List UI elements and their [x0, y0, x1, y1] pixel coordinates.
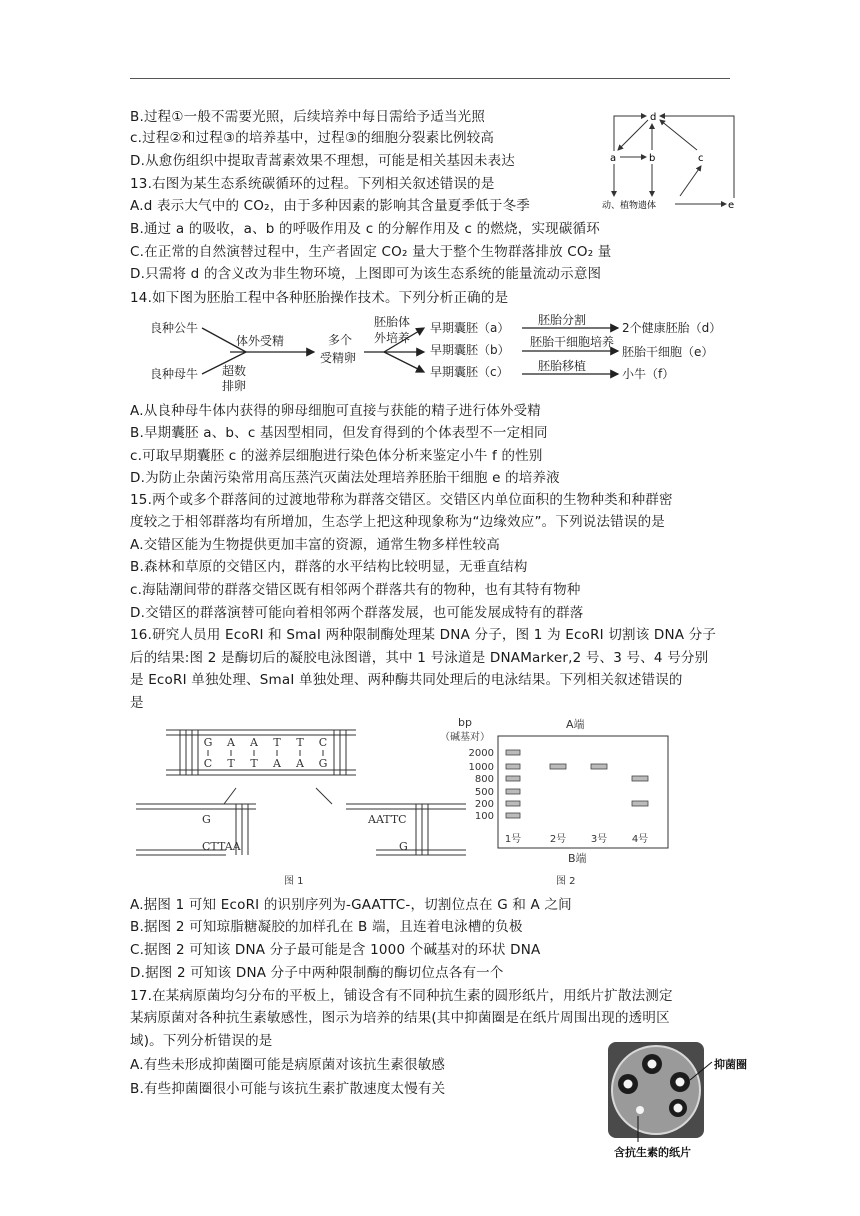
result-e: 胚胎干细胞（e）	[622, 345, 714, 359]
top-base-3: A	[250, 736, 258, 749]
result-d: 2个健康胚胎（d）	[622, 321, 722, 335]
text-line: B.有些抑菌圈很小可能与该抗生素扩散速度太慢有关	[130, 1081, 446, 1097]
marker-band	[506, 750, 520, 755]
text-line: c.海陆潮间带的群落交错区既有相邻两个群落共有的物种，也有其特有物种	[130, 582, 581, 598]
bottom-base-2: T	[227, 757, 235, 770]
embryo-engineering-figure	[138, 312, 738, 396]
bottom-base-6: G	[318, 757, 328, 770]
text-line: B.通过 a 的吸收，a、b 的呼吸作用及 c 的分解作用及 c 的燃烧，实现碳循环	[130, 221, 600, 237]
node-d: d	[650, 112, 657, 123]
header-rule	[130, 78, 730, 79]
disk	[624, 1080, 633, 1089]
right-fragment-bottom: G	[399, 840, 408, 853]
text-line: D.据图 2 可知该 DNA 分子中两种限制酶的酶切位点各有一个	[130, 965, 504, 981]
text-line: D.为防止杂菌污染常用高压蒸汽灭菌法处理培养胚胎干细胞 e 的培养液	[130, 470, 560, 486]
figure-2-gel	[438, 714, 678, 888]
text-line: c.可取早期囊胚 c 的滋养层细胞进行染色体分析来鉴定小牛 f 的性别	[130, 448, 543, 464]
unit-sub-label: （碱基对）	[440, 732, 490, 743]
marker-band	[506, 764, 520, 769]
bottom-base-1: C	[203, 757, 213, 770]
lane-label: 1号	[504, 834, 522, 845]
top-base-1: G	[203, 736, 213, 749]
culture-label-2: 外培养	[374, 331, 411, 345]
marker-size-label: 100	[474, 811, 494, 822]
node-e: e	[728, 200, 735, 211]
gel-band	[591, 764, 607, 769]
text-line: A.d 表示大气中的 CO₂，由于多种因素的影响其含量夏季低于冬季	[130, 198, 531, 214]
top-base-4: T	[273, 736, 281, 749]
paper-disk-label: 含抗生素的纸片	[614, 1146, 691, 1159]
text-line: 14.如下图为胚胎工程中各种胚胎操作技术。下列分析正确的是	[130, 290, 509, 306]
b-end-label: B端	[568, 852, 587, 865]
left-fragment-top: G	[202, 813, 211, 826]
marker-band	[506, 801, 520, 806]
ivf-label: 体外受精	[236, 334, 285, 348]
marker-size-label: 500	[474, 787, 494, 798]
right-fragment-top: AATTC	[368, 813, 407, 826]
figure-1-ecori	[136, 724, 466, 888]
result-f: 小牛（f）	[622, 367, 675, 381]
text-line: 13.右图为某生态系统碳循环的过程。下列相关叙述错误的是	[130, 176, 495, 192]
text-line: B.据图 2 可知琼脂糖凝胶的加样孔在 B 端，且连着电泳槽的负极	[130, 919, 523, 935]
disk-no-halo	[636, 1106, 644, 1114]
marker-band	[506, 789, 520, 794]
node-a: a	[610, 153, 617, 164]
marker-band	[506, 813, 520, 818]
good-bull-label: 良种公牛	[150, 321, 199, 335]
bottom-base-4: A	[273, 757, 281, 770]
text-line: A.据图 1 可知 EcoRI 的识别序列为-GAATTC-，切割位点在 G 和 A 之间	[130, 897, 572, 913]
figure-1-caption: 图 1	[284, 876, 304, 887]
text-line: D.只需将 d 的含义改为非生物环境，上图即可为该生态系统的能量流动示意图	[130, 266, 602, 282]
antibiotic-plate-figure	[604, 1038, 764, 1168]
text-line: B.过程①一般不需要光照，后续培养中每日需给予适当光照	[130, 109, 486, 125]
text-line: 16.研究人员用 EcoRⅠ 和 SmaⅠ 两种限制酶处理某 DNA 分子，图 1 为 EcoRⅠ 切割该 DNA 分子	[130, 627, 717, 643]
top-base-6: C	[318, 736, 328, 749]
blastocyst-c: 早期囊胚（c）	[430, 365, 509, 379]
text-line: 后的结果:图 2 是酶切后的凝胶电泳图谱，其中 1 号泳道是 DNAMarker,2 号、3 号、4 号分别	[130, 650, 709, 666]
gel-band	[632, 801, 648, 806]
top-base-2: A	[227, 736, 235, 749]
good-cow-label: 良种母牛	[150, 367, 199, 381]
text-line: 某病原菌对各种抗生素敏感性，图示为培养的结果(其中抑菌圈是在纸片周围出现的透明区	[130, 1010, 670, 1026]
text-line: B.早期囊胚 a、b、c 基因型相同，但发育得到的个体表型不一定相同	[130, 425, 548, 441]
text-line: C.据图 2 可知该 DNA 分子最可能是含 1000 个碱基对的环状 DNA	[130, 942, 541, 958]
lane-label: 2号	[549, 834, 567, 845]
unit-label: bp	[458, 716, 472, 729]
marker-size-label: 2000	[468, 748, 494, 759]
a-end-label: A端	[566, 718, 585, 731]
fertilized-label-2: 受精卵	[320, 351, 357, 365]
marker-band	[506, 776, 520, 781]
gel-frame	[498, 736, 668, 848]
lane-label: 3号	[590, 834, 608, 845]
op-transfer: 胚胎移植	[538, 359, 587, 373]
text-line: 域)。下列分析错误的是	[130, 1033, 273, 1049]
figure-2-caption: 图 2	[556, 876, 576, 887]
text-line: D.从愈伤组织中提取青蒿素效果不理想，可能是相关基因未表达	[130, 153, 515, 169]
bottom-base-3: T	[250, 757, 258, 770]
text-line: 是 EcoRⅠ 单独处理、SmaⅠ 单独处理、两种酶共同处理后的电泳结果。下列相关叙述错误的	[130, 672, 683, 688]
text-line: C.在正常的自然演替过程中，生产者固定 CO₂ 量大于整个生物群落排放 CO₂ 量	[130, 244, 612, 260]
text-line: B.森林和草原的交错区内，群落的水平结构比较明显，无垂直结构	[130, 559, 528, 575]
marker-size-label: 800	[474, 774, 494, 785]
lane-label: 4号	[631, 834, 649, 845]
top-base-5: T	[296, 736, 304, 749]
text-line: 是	[130, 695, 144, 711]
op-split: 胚胎分割	[538, 313, 587, 327]
disk	[648, 1060, 657, 1069]
node-b: b	[649, 153, 656, 164]
text-line: c.过程②和过程③的培养基中，过程③的细胞分裂素比例较高	[130, 130, 495, 146]
disk	[674, 1104, 683, 1113]
gel-band	[550, 764, 566, 769]
marker-size-label: 200	[474, 799, 494, 810]
blastocyst-a: 早期囊胚（a）	[430, 321, 510, 335]
text-line: 17.在某病原菌均匀分布的平板上，铺设含有不同种抗生素的圆形纸片，用纸片扩散法测定	[130, 988, 673, 1004]
text-line: D.交错区的群落演替可能向着相邻两个群落发展，也可能发展成特有的群落	[130, 605, 584, 621]
op-stemcell: 胚胎干细胞培养	[530, 335, 615, 349]
left-fragment-bottom: CTTAA	[202, 840, 241, 853]
halo-label: 抑菌圈	[714, 1058, 747, 1071]
carbon-cycle-figure	[600, 106, 742, 214]
blastocyst-b: 早期囊胚（b）	[430, 343, 510, 357]
superovulation-label-2: 排卵	[222, 379, 247, 393]
fertilized-label-1: 多个	[328, 333, 353, 347]
text-line: A.有些未形成抑菌圈可能是病原菌对该抗生素很敏感	[130, 1057, 446, 1073]
superovulation-label-1: 超数	[222, 364, 247, 378]
text-line: 15.两个或多个群落间的过渡地带称为群落交错区。交错区内单位面积的生物种类和种群密	[130, 492, 673, 508]
node-remains: 动、植物遗体	[602, 201, 657, 211]
node-c: c	[698, 153, 704, 164]
gel-band	[632, 776, 648, 781]
text-line: A.交错区能为生物提供更加丰富的资源，通常生物多样性较高	[130, 537, 500, 553]
text-line: 度较之于相邻群落均有所增加，生态学上把这种现象称为“边缘效应”。下列说法错误的是	[130, 514, 665, 530]
bottom-base-5: A	[296, 757, 304, 770]
disk	[676, 1078, 685, 1087]
marker-size-label: 1000	[468, 762, 494, 773]
text-line: A.从良种母牛体内获得的卵母细胞可直接与获能的精子进行体外受精	[130, 403, 541, 419]
culture-label-1: 胚胎体	[374, 315, 411, 329]
